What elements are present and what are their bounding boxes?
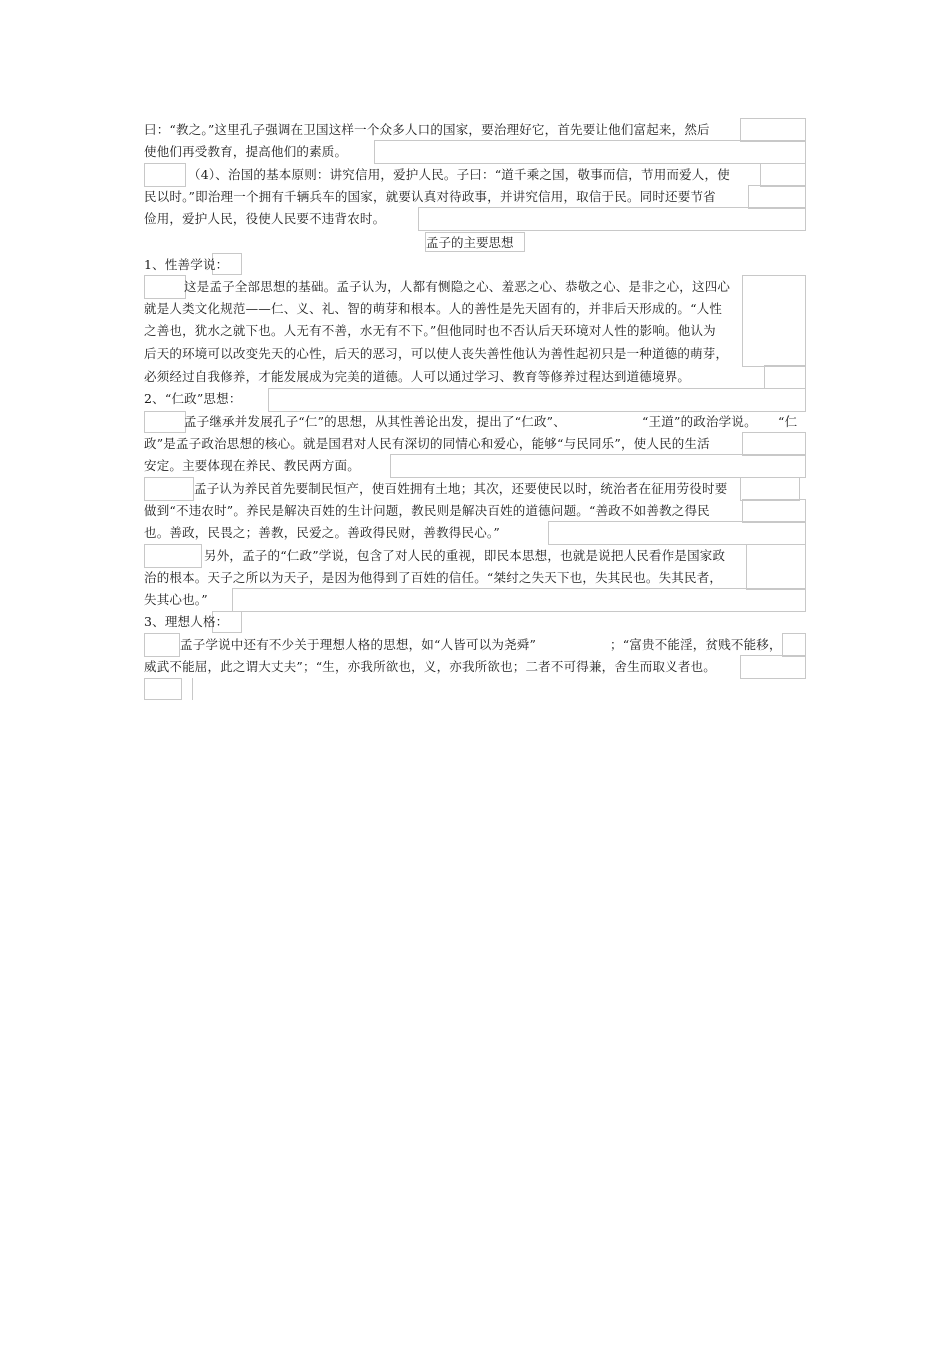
layout-box <box>742 432 806 456</box>
section-title: 孟子的主要思想 <box>425 232 525 252</box>
layout-box <box>760 163 806 187</box>
layout-box <box>740 118 806 142</box>
layout-box <box>374 140 806 164</box>
text-line: 失其心也。” <box>144 592 208 607</box>
layout-line <box>192 678 193 700</box>
layout-box <box>144 633 180 657</box>
text-line: 孟子继承并发展孔子“仁”的思想，从其性善论出发，提出了“仁政”、 <box>184 414 566 429</box>
text-line: 安定。主要体现在养民、教民两方面。 <box>144 458 360 473</box>
layout-box <box>764 365 806 389</box>
text-line: 治的根本。天子之所以为天子，是因为他得到了百姓的信任。“桀纣之失天下也，失其民也。失其民者， <box>144 570 723 585</box>
layout-box <box>144 477 194 501</box>
layout-box <box>418 207 806 231</box>
layout-box <box>144 163 186 187</box>
layout-box <box>740 477 800 501</box>
text-line: “仁 <box>778 414 798 429</box>
text-line: 必须经过自我修养，才能发展成为完美的道德。人可以通过学习、教育等修养过程达到道德境界。 <box>144 369 691 384</box>
text-line: 孟子学说中还有不少关于理想人格的思想，如“人皆可以为尧舜” <box>180 637 537 652</box>
layout-box <box>742 499 806 523</box>
section-heading: 2、“仁政”思想： <box>144 391 242 406</box>
text-line: 后天的环境可以改变先天的心性，后天的恶习，可以使人丧失善性他认为善性起初只是一种道德的萌芽， <box>144 346 729 361</box>
text-line: 就是人类文化规范——仁、义、礼、智的萌芽和根本。人的善性是先天固有的，并非后天形成的。“人性 <box>144 301 723 316</box>
text-line: 另外，孟子的“仁政”学说，包含了对人民的重视，即民本思想，也就是说把人民看作是国家政 <box>204 548 726 563</box>
text-line: 俭用，爱护人民，役使人民要不违背农时。 <box>144 211 386 226</box>
layout-box <box>746 544 806 590</box>
layout-box <box>782 633 806 657</box>
layout-box <box>144 544 202 568</box>
text-line: 这是孟子全部思想的基础。孟子认为，人都有恻隐之心、羞恶之心、恭敬之心、是非之心，这四心 <box>184 279 731 294</box>
section-heading: 1、性善学说： <box>144 257 229 272</box>
layout-box <box>144 678 182 700</box>
layout-box <box>144 411 186 433</box>
layout-box <box>268 388 806 412</box>
layout-box <box>742 275 806 367</box>
text-line: 使他们再受教育，提高他们的素质。 <box>144 144 348 159</box>
text-line: “王道”的政治学说。 <box>642 414 757 429</box>
text-line: ；“富贵不能淫，贫贱不能移， <box>610 637 782 652</box>
layout-box <box>548 521 806 545</box>
layout-box <box>232 588 806 612</box>
layout-box <box>740 655 806 679</box>
text-line: 孟子认为养民首先要制民恒产，使百姓拥有土地；其次，还要使民以时，统治者在征用劳役时要 <box>194 481 728 496</box>
layout-box <box>390 454 806 478</box>
text-line: 民以时。”即治理一个拥有千辆兵车的国家，就要认真对待政事，并讲究信用，取信于民。同时还要节省 <box>144 189 716 204</box>
text-line: 也。善政，民畏之；善教，民爱之。善政得民财，善教得民心。” <box>144 525 500 540</box>
text-line: 威武不能屈，此之谓大丈夫”；“生，亦我所欲也，义，亦我所欲也；二者不可得兼，舍生而取义者也。 <box>144 659 716 674</box>
layout-box <box>144 275 186 299</box>
text-line: 之善也，犹水之就下也。人无有不善，水无有不下。”但他同时也不否认后天环境对人性的影响。他认为 <box>144 323 716 338</box>
section-heading: 3、理想人格： <box>144 614 229 629</box>
text-line: 做到“不违农时”。养民是解决百姓的生计问题，教民则是解决百姓的道德问题。“善政不如善教之得民 <box>144 503 710 518</box>
text-line: （4）、治国的基本原则：讲究信用，爱护人民。子曰：“道千乘之国，敬事而信，节用而爱人，使 <box>188 167 730 182</box>
text-line: 政”是孟子政治思想的核心。就是国君对人民有深切的同情心和爱心，能够“与民同乐”，使人民的生活 <box>144 436 710 451</box>
text-line: 曰：“教之。”这里孔子强调在卫国这样一个众多人口的国家，要治理好它，首先要让他们富起来，然后 <box>144 122 710 137</box>
layout-box <box>748 185 806 209</box>
